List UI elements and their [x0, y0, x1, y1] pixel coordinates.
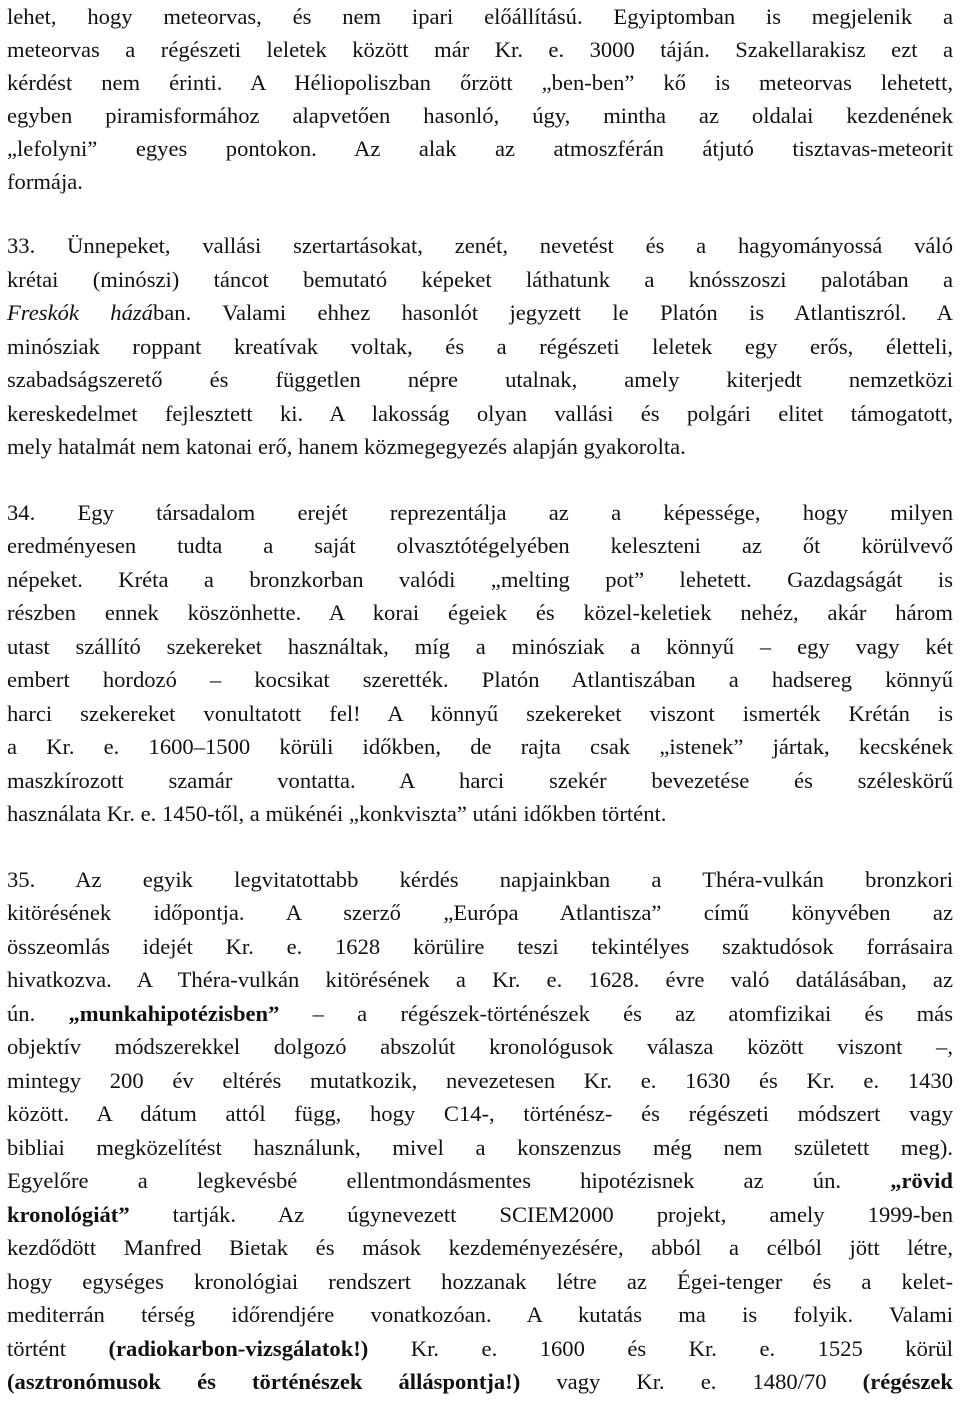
paragraph-35-line	[7, 1365, 953, 1399]
bold-term: (régészek	[862, 1369, 953, 1394]
italic-text: házá	[110, 300, 153, 325]
paragraph-33-line: szabadságszerető és független népre utalnak, amely kiterjedt nemzetközi	[7, 367, 953, 392]
paragraph-35-line: 35. Az egyik legvitatottabb kérdés napjainkban a Théra-vulkán bronzkori	[7, 867, 953, 892]
bold-term: „rövid	[890, 1168, 953, 1193]
text-span: vagy Kr. e. 1480/70	[520, 1369, 863, 1394]
paragraph-35-line: hogy egységes kronológiai rendszert hozzanak létre az Égei-tenger és a kelet-	[7, 1269, 953, 1294]
paragraph-34-line: utast szállító szekereket használtak, míg a minósziak a könnyű – egy vagy két	[7, 634, 953, 659]
bold-term: kronológiát”	[7, 1202, 130, 1227]
text-line: „lefolyni” egyes pontokon. Az alak az atmoszférán átjutó tisztavas-meteorit	[7, 136, 953, 161]
paragraph-35-line: kezdődött Manfred Bietak és mások kezdeményezésére, abból a célból jött létre,	[7, 1235, 953, 1260]
paragraph-34-line: a Kr. e. 1600–1500 körüli időkben, de rajta csak „istenek” jártak, kecskének	[7, 734, 953, 759]
bold-term: „munkahipotézisben”	[68, 1001, 280, 1026]
paragraph-33-line: kereskedelmet fejlesztett ki. A lakosság olyan vallási és polgári elitet támogatott,	[7, 401, 953, 426]
paragraph-35-line	[7, 997, 953, 1031]
text-line: meteorvas a régészeti leletek között már Kr. e. 3000 táján. Szakellarakisz ezt a	[7, 37, 953, 62]
paragraph-33-line: mely hatalmát nem katonai erő, hanem közmegegyezés alapján gyakorolta.	[7, 434, 686, 459]
paragraph-33-line	[7, 296, 953, 330]
text-span: ún.	[7, 1001, 69, 1026]
paragraph-33-line: 33. Ünnepeket, vallási szertartásokat, zenét, nevetést és a hagyományossá váló	[7, 233, 953, 258]
paragraph-35-line: bibliai megközelítést használunk, mivel a konszenzus még nem született meg).	[7, 1135, 953, 1160]
paragraph-33-line: minósziak roppant kreatívak voltak, és a régészeti leletek egy erős, életteli,	[7, 334, 953, 359]
bold-term: (asztronómusok és történészek álláspontja!)	[7, 1369, 521, 1394]
paragraph-35-line: mintegy 200 év eltérés mutatkozik, nevezetesen Kr. e. 1630 és Kr. e. 1430	[7, 1068, 953, 1093]
paragraph-34-line: maszkírozott szamár vontatta. A harci szekér bevezetése és széleskörű	[7, 768, 953, 793]
paragraph-35-line: hivatkozva. A Théra-vulkán kitörésének a Kr. e. 1628. évre való datálásában, az	[7, 967, 953, 992]
paragraph-35-line: között. A dátum attól függ, hogy C14-, történész- és régészeti módszert vagy	[7, 1101, 953, 1126]
paragraph-34-line: harci szekereket vonultatott fel! A könnyű szekereket viszont ismerték Krétán is	[7, 701, 953, 726]
bold-term: (radiokarbon-vizsgálatok!)	[108, 1336, 369, 1361]
paragraph-34-line: eredményesen tudta a saját olvasztótégelyében keleszteni az őt körülvevő	[7, 533, 953, 558]
paragraph-35-line: objektív módszerekkel dolgozó abszolút kronológusok válasza között viszont –,	[7, 1034, 953, 1059]
text-line: formája.	[7, 169, 83, 194]
paragraph-35-line	[7, 1164, 953, 1198]
paragraph-35-line	[7, 1198, 953, 1232]
text-span: ban. Valami ehhez hasonlót jegyzett le Platón is Atlantiszról. A	[152, 300, 953, 325]
text-line: lehet, hogy meteorvas, és nem ipari előállítású. Egyiptomban is megjelenik a	[7, 4, 953, 29]
text-span: Kr. e. 1600 és Kr. e. 1525 körül	[368, 1336, 953, 1361]
paragraph-35-line: mediterrán térség időrendjére vonatkozóan. A kutatás ma is folyik. Valami	[7, 1302, 953, 1327]
paragraph-34-line: 34. Egy társadalom erejét reprezentálja az a képessége, hogy milyen	[7, 500, 953, 525]
text-span: tartják. Az úgynevezett SCIEM2000 projekt, amely 1999-ben	[129, 1202, 953, 1227]
paragraph-34-line: népeket. Kréta a bronzkorban valódi „melting pot” lehetett. Gazdagságát is	[7, 567, 953, 592]
text-span: – a régészek-történészek és az atomfizikai és más	[279, 1001, 954, 1026]
paragraph-34-line: használata Kr. e. 1450-től, a mükénéi „konkviszta” utáni időkben történt.	[7, 801, 667, 826]
paragraph-34-line: részben ennek köszönhette. A korai égeiek és közel-keletiek nehéz, akár három	[7, 600, 953, 625]
paragraph-35-line: kitörésének időpontja. A szerző „Európa Atlantisza” című könyvében az	[7, 900, 953, 925]
paragraph-34-line: embert hordozó – kocsikat szerették. Platón Atlantiszában a hadsereg könnyű	[7, 667, 953, 692]
text-line: egyben piramisformához alapvetően hasonló, úgy, mintha az oldalai kezdenének	[7, 103, 953, 128]
paragraph-35-line: összeomlás idejét Kr. e. 1628 körülire teszi tekintélyes szaktudósok forrásaira	[7, 934, 953, 959]
italic-text: Freskók	[7, 300, 79, 325]
text-span: történt	[7, 1336, 109, 1361]
text-span: Egyelőre a legkevésbé ellentmondásmentes hipotézisnek az ún.	[7, 1168, 891, 1193]
paragraph-33-line: krétai (minószi) táncot bemutató képeket láthatunk a knósszoszi palotában a	[7, 267, 953, 292]
paragraph-35-line	[7, 1332, 953, 1366]
text-line: kérdést nem érinti. A Héliopoliszban őrzött „ben-ben” kő is meteorvas lehetett,	[7, 70, 953, 95]
